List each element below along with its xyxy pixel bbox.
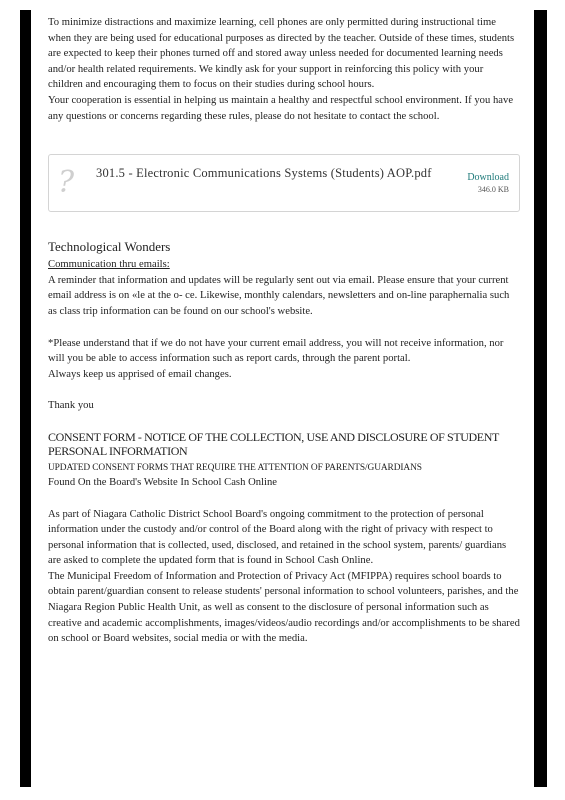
consent-found-line: Found On the Board's Website In School Cash Online [48, 476, 278, 488]
tech-heading: Technological Wonders [48, 239, 171, 255]
email-reminder-paragraph: A reminder that information and updates will be regularly sent out via email. Please ensure that your current email address is on «le at the o- ce. Likewise, monthly calendars, newsletters and on-line paraphernalia such as class trip information can be found on our school's website. [48, 274, 510, 317]
download-area[interactable] [467, 171, 509, 195]
thank-you-line: Thank you [48, 400, 94, 412]
cellphone-policy-paragraph: To minimize distractions and maximize learning, cell phones are only permitted during instructional time when they are being used for educational purposes as directed by the teacher. Outside of these times, students are expected to keep their phones turned off and stored away unless needed for documented learning needs and/or health related requirements. We kindly ask for your support in reinforcing this policy with your children and encouraging them to focus on their studies during school hours. [48, 17, 515, 91]
email-changes-line: Always keep us apprised of email changes. [48, 368, 232, 380]
document-content [48, 15, 520, 647]
email-subheading: Communication thru emails: [48, 259, 170, 271]
file-size: 346.0 KB [477, 185, 509, 195]
consent-subtitle: UPDATED CONSENT FORMS THAT REQUIRE THE ATTENTION OF PARENTS/GUARDIANS [48, 462, 422, 473]
consent-title: CONSENT FORM - NOTICE OF THE COLLECTION, USE AND DISCLOSURE OF STUDENT PERSONAL INFORMATION [48, 429, 499, 458]
question-mark-icon: ? [58, 165, 75, 201]
email-warning-paragraph: *Please understand that if we do not have your current email address, you will not receive information, nor will you be able to access information such as report cards, through the parent portal. [48, 337, 504, 365]
document-page [31, 10, 534, 787]
attachment-card[interactable] [48, 154, 520, 212]
cooperation-paragraph: Your cooperation is essential in helping us maintain a healthy and respectful school environment. If you have any questions or concerns regarding these rules, please do not hesitate to contact the school. [48, 94, 514, 122]
consent-paragraph-2: The Municipal Freedom of Information and Protection of Privacy Act (MFIPPA) requires school boards to obtain parent/guardian consent to release students' personal information to school volunteers, parishes, and the Niagara Region Public Health Unit, as well as consent to the disclosure of personal information such as creative and academic accomplishments, images/videos/audio recordings and/or accomplishments to be shared on school or Board websites, social media or with the media. [48, 570, 520, 645]
download-link[interactable]: Download [467, 172, 509, 184]
attachment-filename[interactable]: 301.5 - Electronic Communications Systems (Students) AOP.pdf [96, 166, 432, 181]
consent-paragraph-1: As part of Niagara Catholic District School Board's ongoing commitment to the protection of personal information under the custody and/or control of the Board along with the right of privacy with respect to personal information that is collected, used, disclosed, and retained in the school system, parents/ guardians are asked to complete the updated form that is found in School Cash Online. [48, 508, 507, 567]
